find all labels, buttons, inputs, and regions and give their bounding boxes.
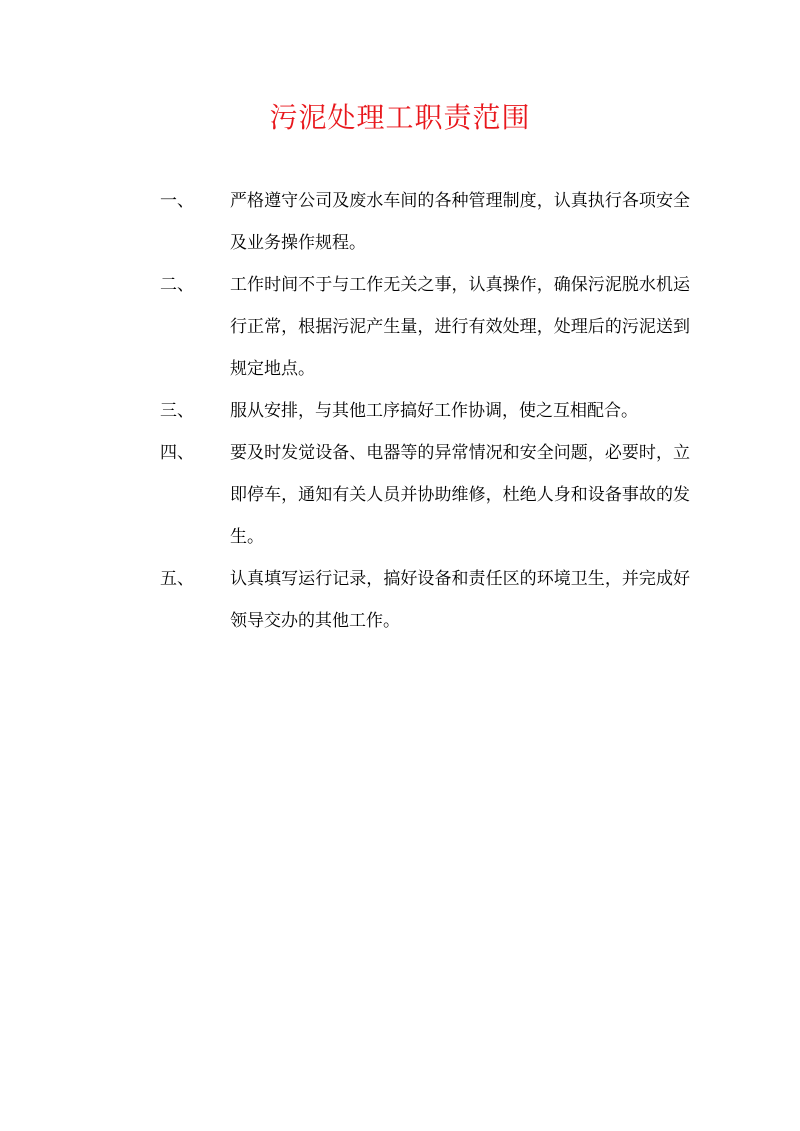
item-number: 五、 bbox=[160, 569, 194, 589]
duty-list bbox=[160, 180, 700, 642]
item-number: 二、 bbox=[160, 275, 194, 295]
list-item bbox=[160, 432, 700, 558]
list-item bbox=[160, 558, 700, 642]
item-number: 四、 bbox=[160, 443, 194, 463]
list-item bbox=[160, 264, 700, 390]
item-text: 要及时发觉设备、电器等的异常情况和安全问题，必要时，立即停车，通知有关人员并协助维修，杜绝人身和设备事故的发生。 bbox=[230, 443, 690, 547]
list-item bbox=[160, 180, 700, 264]
item-text: 严格遵守公司及废水车间的各种管理制度，认真执行各项安全及业务操作规程。 bbox=[230, 191, 690, 253]
list-item bbox=[160, 390, 700, 432]
item-text: 工作时间不于与工作无关之事，认真操作，确保污泥脱水机运行正常，根据污泥产生量，进行有效处理，处理后的污泥送到规定地点。 bbox=[230, 275, 690, 379]
item-number: 一、 bbox=[160, 191, 194, 211]
item-text: 服从安排，与其他工序搞好工作协调，使之互相配合。 bbox=[230, 401, 638, 421]
item-number: 三、 bbox=[160, 401, 194, 421]
document-title: 污泥处理工职责范围 bbox=[269, 101, 531, 134]
item-text: 认真填写运行记录，搞好设备和责任区的环境卫生，并完成好领导交办的其他工作。 bbox=[230, 569, 690, 631]
